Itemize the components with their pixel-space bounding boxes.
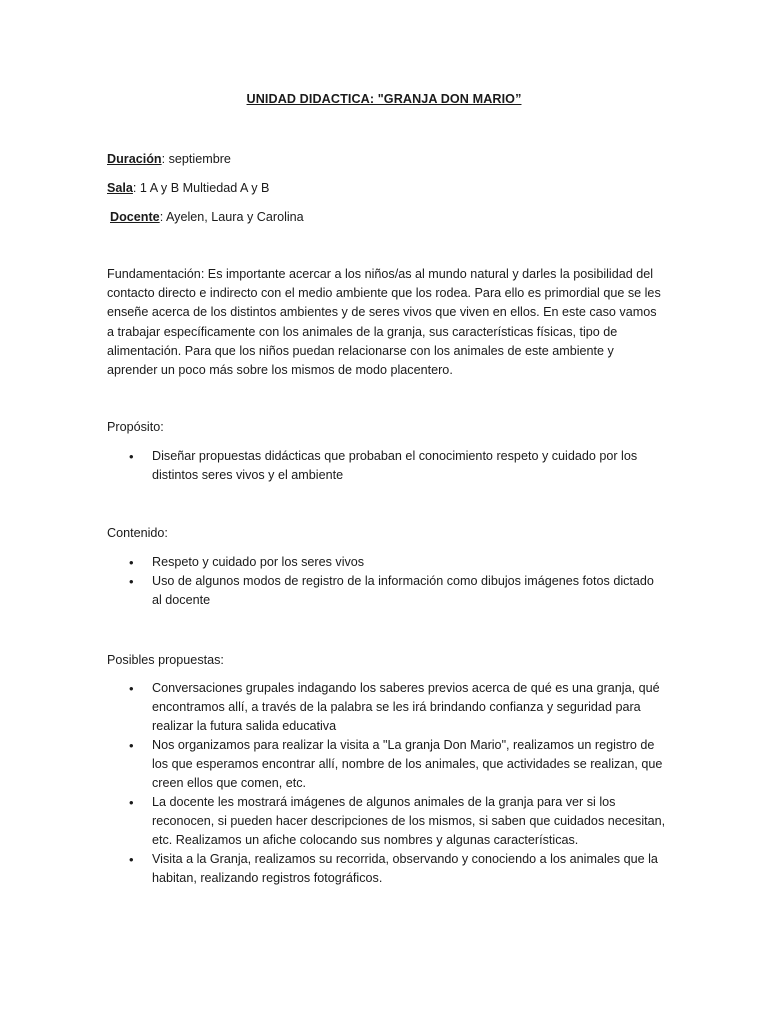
bullet-icon: •	[129, 574, 134, 589]
proposito-heading: Propósito:	[107, 420, 164, 434]
bullet-icon: •	[129, 449, 134, 464]
document-title: UNIDAD DIDACTICA: "GRANJA DON MARIO”	[246, 92, 522, 106]
list-item: • Respeto y cuidado por los seres vivos	[129, 555, 365, 570]
contenido-heading: Contenido:	[107, 526, 168, 540]
duracion-value: : septiembre	[161, 152, 231, 166]
list-item: • Nos organizamos para realizar la visita a "La granja Don Mario", realizamos un registro de los que esperamos encontrar allí, nombre de los animales, que actividades se realizan, que creen ellos que comen, etc.	[129, 738, 663, 790]
bullet-icon: •	[129, 852, 134, 867]
docente-label: Docente	[110, 210, 160, 224]
list-item: • Uso de algunos modos de registro de la información como dibujos imágenes fotos dictado al docente	[129, 574, 654, 607]
propuestas-heading: Posibles propuestas:	[107, 653, 224, 667]
sala-field	[107, 179, 269, 197]
duracion-label: Duración	[107, 152, 162, 166]
proposito-list	[107, 447, 667, 485]
bullet-icon: •	[129, 738, 134, 753]
docente-value: : Ayelen, Laura y Carolina	[159, 210, 304, 224]
list-item: • La docente les mostrará imágenes de algunos animales de la granja para ver si los reconocen, si pueden hacer descripciones de los mismos, si saben que cuidados necesitan, etc. Realizamos un afiche colocando sus nombres y algunas características.	[129, 795, 666, 847]
bullet-icon: •	[129, 795, 134, 810]
bullet-icon: •	[129, 681, 134, 696]
sala-label: Sala	[107, 181, 133, 195]
docente-field	[110, 208, 304, 226]
list-item: • Conversaciones grupales indagando los saberes previos acerca de qué es una granja, qué encontramos allí, a través de la palabra se les irá brindando confianza y seguridad para realizar la futura salida educativa	[129, 681, 660, 733]
contenido-list	[107, 553, 667, 610]
propuestas-list	[107, 679, 667, 888]
bullet-icon: •	[129, 555, 134, 570]
list-item: • Diseñar propuestas didácticas que probaban el conocimiento respeto y cuidado por los distintos seres vivos y el ambiente	[129, 449, 638, 482]
fundamentacion-paragraph: Fundamentación: Es importante acercar a los niños/as al mundo natural y darles la posibilidad del contacto directo e indirecto con el medio ambiente que los rodea. Para ello es primordial que se les enseñe acerca de los distintos ambientes y de seres vivos que viven en ellos. En este caso vamos a trabajar específicamente con los animales de la granja, sus características físicas, tipo de alimentación. Para que los niños puedan relacionarse con los animales de este ambiente y aprender un poco más sobre los mismos de modo placentero.	[107, 267, 661, 378]
duracion-field	[107, 150, 231, 168]
list-item: • Visita a la Granja, realizamos su recorrida, observando y conociendo a los animales que la habitan, realizando registros fotográficos.	[129, 852, 658, 885]
sala-value: : 1 A y B Multiedad A y B	[132, 181, 270, 195]
